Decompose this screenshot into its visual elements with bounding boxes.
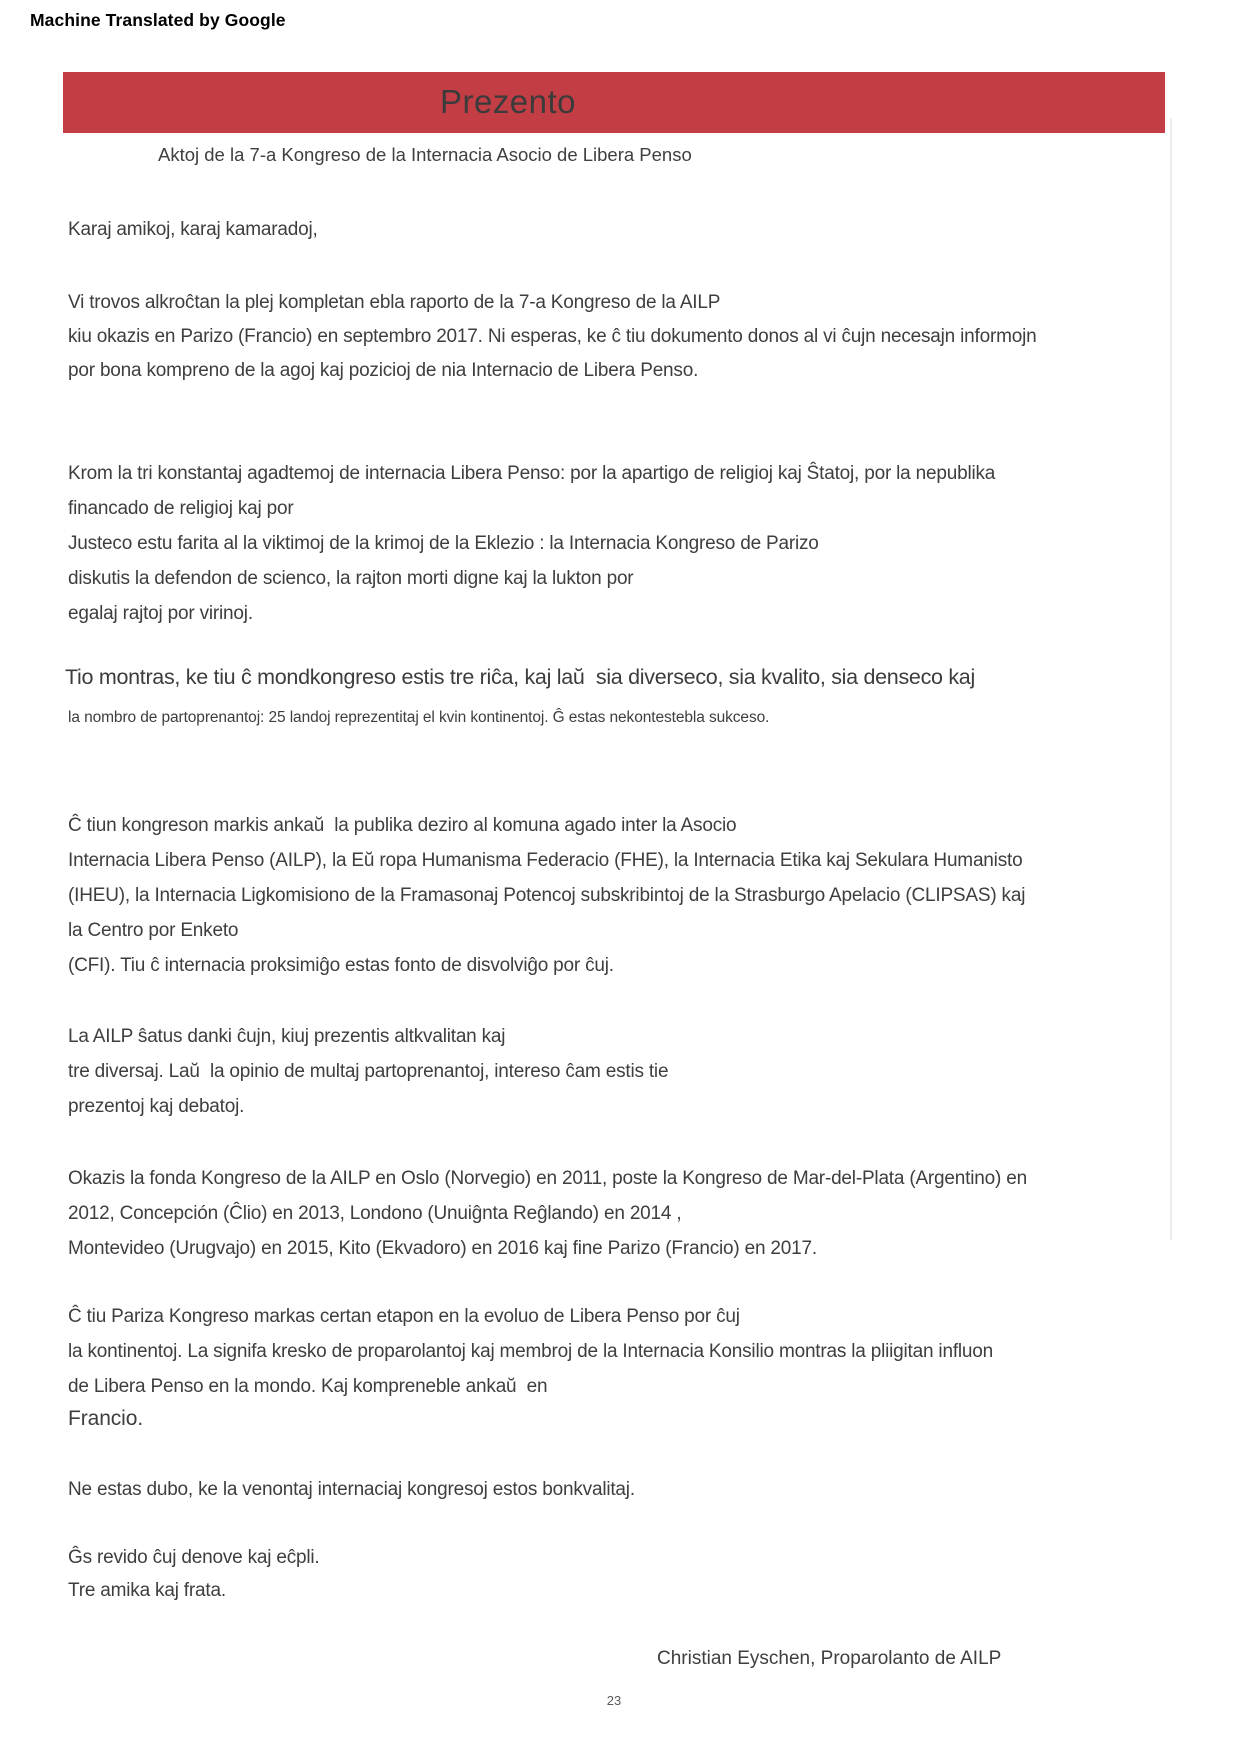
text-line: Ĉ tiun kongreson markis ankaŭ la publika deziro al komuna agado inter la Asocio [68, 815, 737, 836]
text-line: de Libera Penso en la mondo. Kaj kompreneble ankaŭ en [68, 1376, 548, 1397]
paragraph-no-doubt [68, 1472, 635, 1507]
text-line: Krom la tri konstantaj agadtemoj de internacia Libera Penso: por la apartigo de religioj kaj Ŝtatoj, por la nepublika [68, 463, 996, 484]
text-line: La AILP ŝatus danki ĉujn, kiuj prezentis altkvalitan kaj [68, 1026, 506, 1047]
text-line: Okazis la fonda Kongreso de la AILP en Oslo (Norvegio) en 2011, poste la Kongreso de Mar-del-Plata (Argentino) en [68, 1168, 1027, 1189]
text-line: financado de religioj kaj por [68, 498, 294, 519]
paragraph-report-intro [68, 286, 1036, 388]
page-number: 23 [606, 1693, 622, 1708]
text-line: Ne estas dubo, ke la venontaj internaciaj kongresoj estos bonkvalitaj. [68, 1479, 635, 1500]
text-line-emphasis: Francio. [68, 1407, 144, 1430]
text-line: (IHEU), la Internacia Ligkomisiono de la Framasonaj Potencoj subskribintoj de la Strasburgo Apelacio (CLIPSAS) kaj [68, 885, 1026, 906]
text-line: Ĝs revido ĉuj denove kaj eĉpli. [68, 1547, 320, 1568]
text-line: Vi trovos alkroĉtan la plej kompletan ebla raporto de la 7-a Kongreso de la AILP [68, 292, 721, 313]
title-banner [63, 72, 1165, 133]
paragraph-organizations [68, 808, 1025, 983]
paragraph-congress-history [68, 1161, 1027, 1266]
highlight-line-small: la nombro de partoprenantoj: 25 landoj reprezentitaj el kvin kontinentoj. Ĝ estas nekontestebla sukceso. [68, 709, 770, 726]
machine-translated-watermark: Machine Translated by Google [30, 10, 286, 30]
paragraph-evolution [68, 1299, 993, 1434]
right-edge-rule-artifact [1170, 118, 1172, 1240]
text-line: Tre amika kaj frata. [68, 1580, 226, 1601]
text-line: 2012, Concepción (Ĉlio) en 2013, Londono (Unuiĝnta Reĝlando) en 2014 , [68, 1203, 682, 1224]
text-line: la Centro por Enketo [68, 920, 239, 941]
signature: Christian Eyschen, Proparolanto de AILP [657, 1648, 1002, 1669]
paragraph-thanks [68, 1019, 668, 1124]
document-subtitle: Aktoj de la 7-a Kongreso de la Internacia Asocio de Libera Penso [158, 144, 692, 165]
text-line: por bona kompreno de la agoj kaj pozicioj de nia Internacio de Libera Penso. [68, 360, 699, 381]
text-line: diskutis la defendon de scienco, la rajton morti digne kaj la lukton por [68, 568, 634, 589]
text-line: kiu okazis en Parizo (Francio) en septembro 2017. Ni esperas, ke ĉ tiu dokumento donos al vi ĉujn necesajn informojn [68, 326, 1037, 347]
page-title: Prezento [439, 83, 577, 120]
text-line: Ĉ tiu Pariza Kongreso markas certan etapon en la evoluo de Libera Penso por ĉuj [68, 1306, 740, 1327]
paragraph-themes [68, 456, 995, 631]
text-line: Internacia Libera Penso (AILP), la Eŭ ropa Humanisma Federacio (FHE), la Internacia Etika kaj Sekulara Humanisto [68, 850, 1023, 871]
highlight-line-large: Tio montras, ke tiu ĉ mondkongreso estis tre riĉa, kaj laŭ sia diverseco, sia kvalito, sia denseco kaj [65, 665, 975, 689]
text-line: tre diversaj. Laŭ la opinio de multaj partoprenantoj, intereso ĉam estis tie [68, 1061, 669, 1082]
paragraph-farewell [68, 1541, 320, 1607]
text-line: prezentoj kaj debatoj. [68, 1096, 245, 1117]
text-line: egalaj rajtoj por virinoj. [68, 603, 253, 624]
text-line: (CFI). Tiu ĉ internacia proksimiĝo estas fonto de disvolviĝo por ĉuj. [68, 955, 614, 976]
text-line: Justeco estu farita al la viktimoj de la krimoj de la Eklezio : la Internacia Kongreso de Parizo [68, 533, 819, 554]
text-line: Montevideo (Urugvajo) en 2015, Kito (Ekvadoro) en 2016 kaj fine Parizo (Francio) en 2017. [68, 1238, 817, 1259]
text-line: la kontinentoj. La signifa kresko de proparolantoj kaj membroj de la Internacia Konsilio montras la pliigitan influon [68, 1341, 994, 1362]
salutation: Karaj amikoj, karaj kamaradoj, [68, 219, 318, 240]
